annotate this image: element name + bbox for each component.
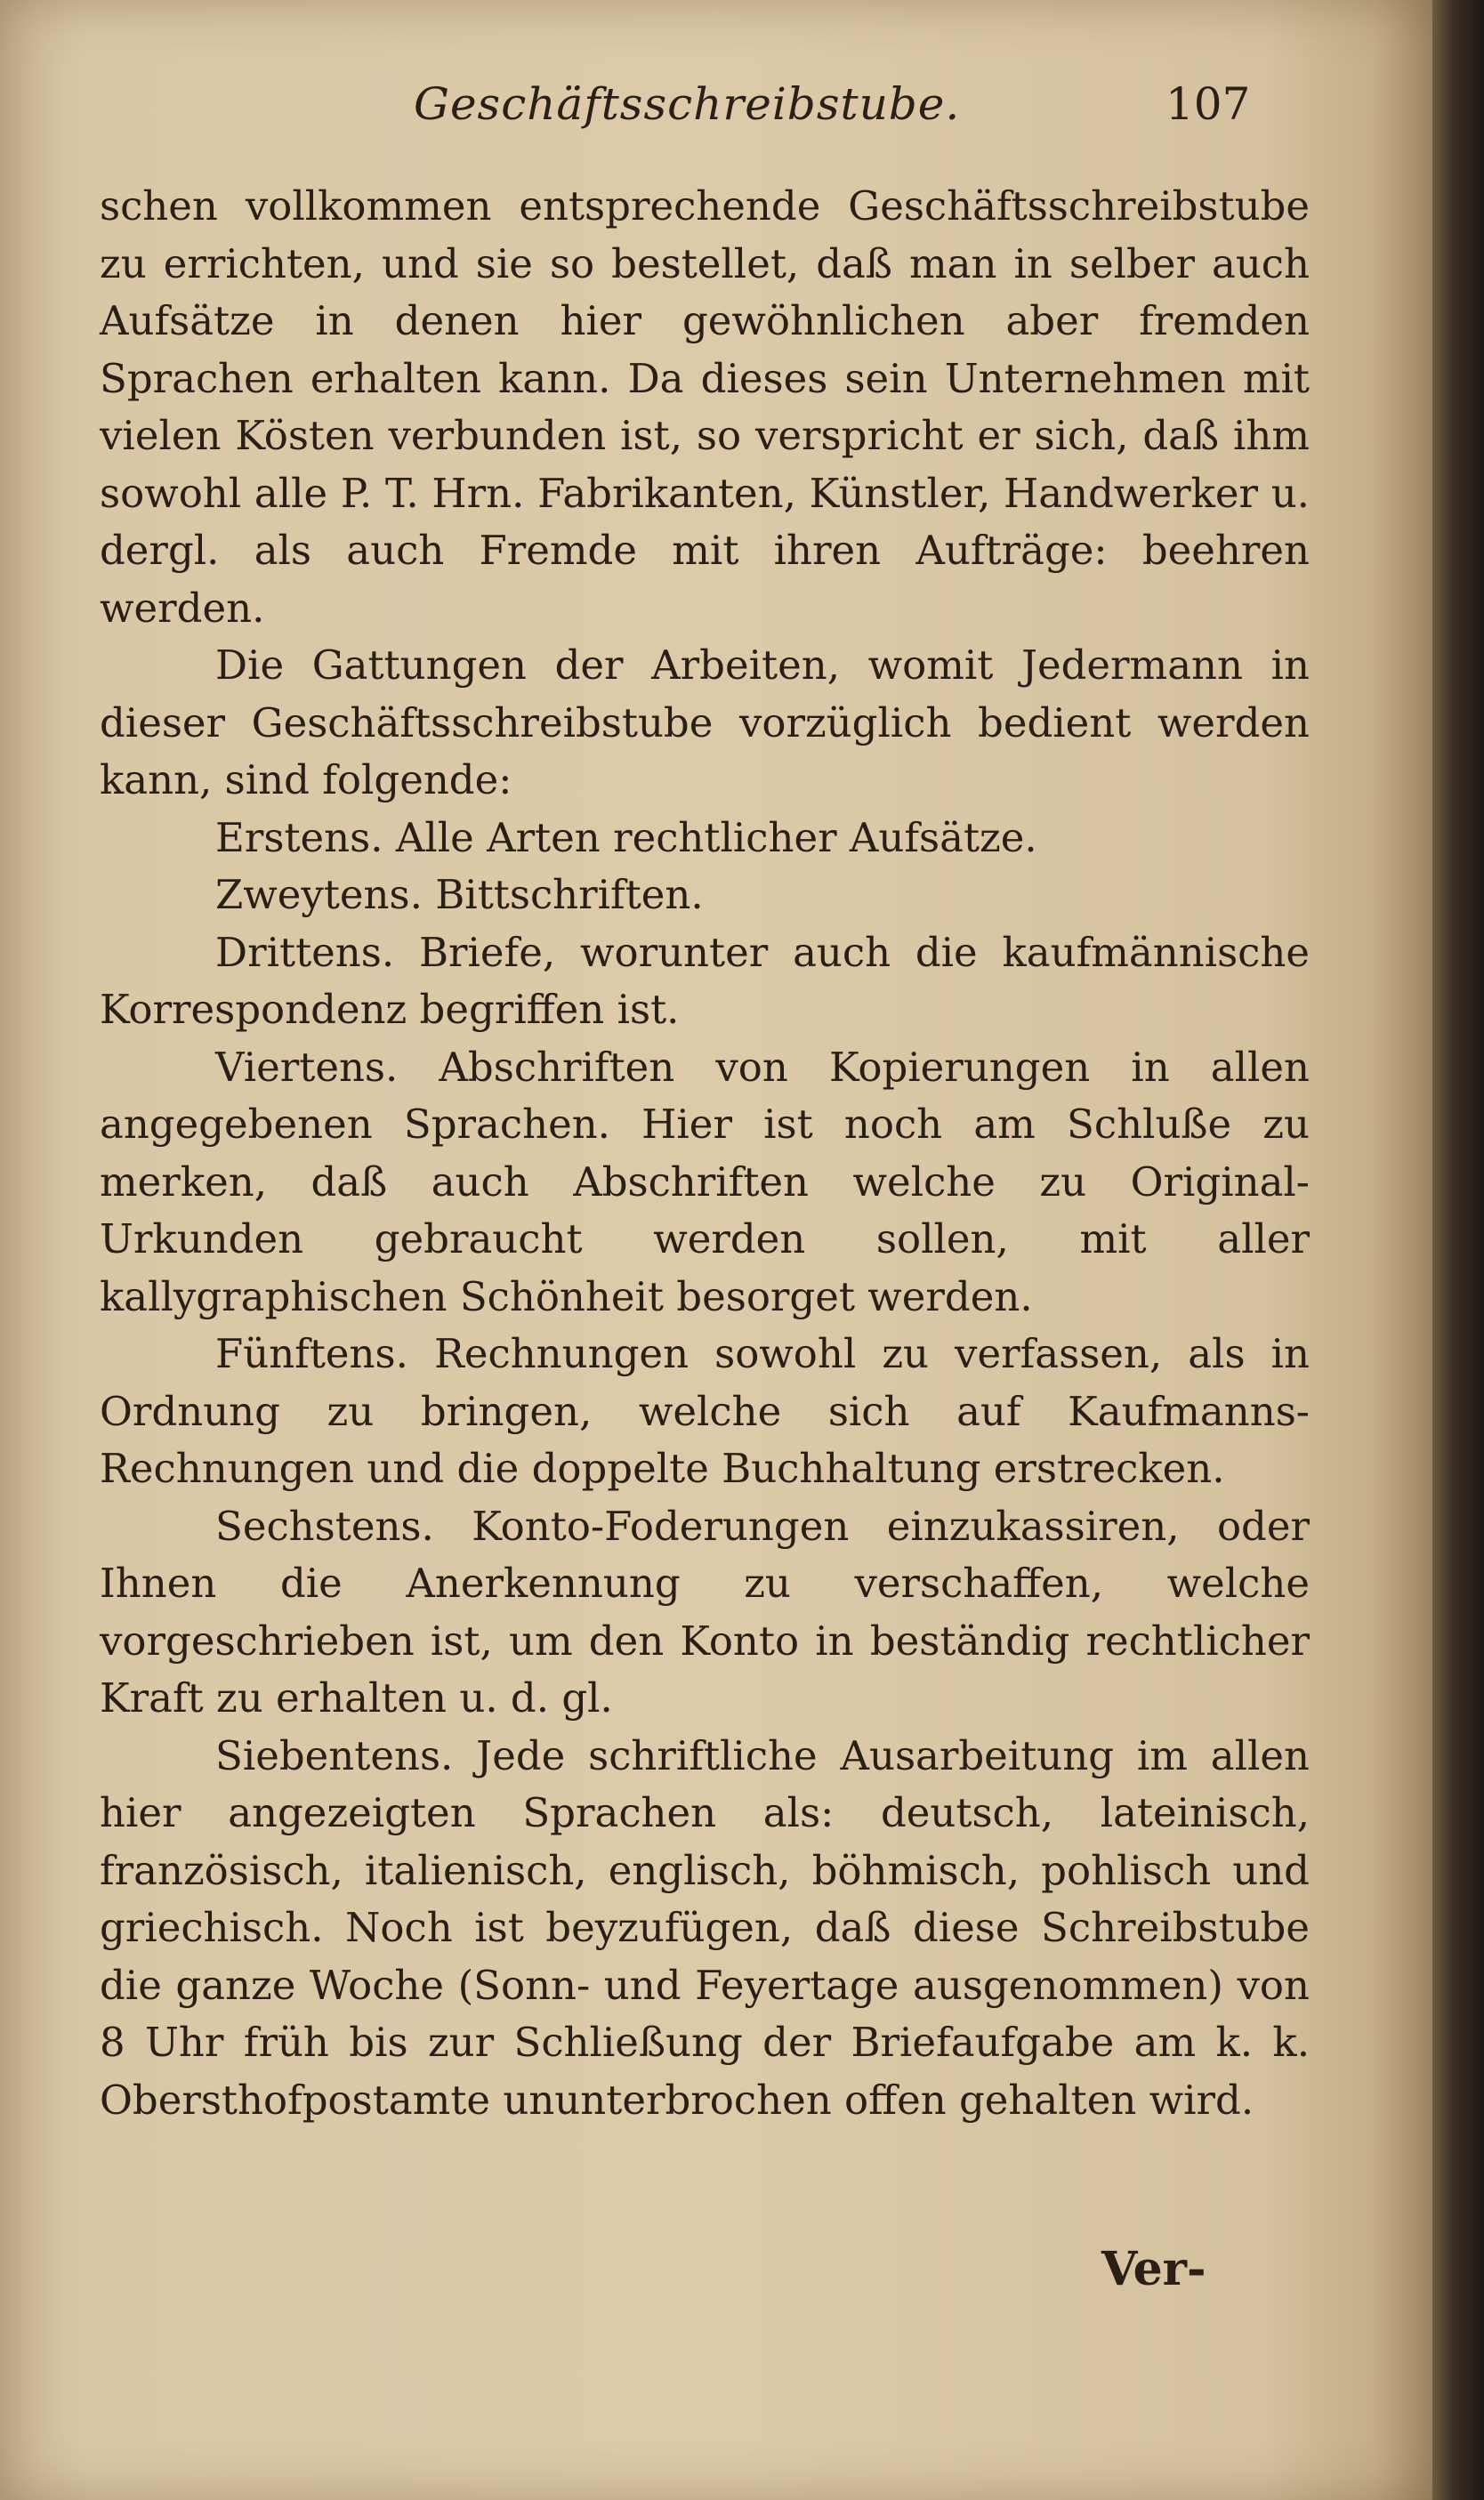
list-item-second: Zweytens. Bittschriften. bbox=[215, 871, 704, 918]
list-item-fifth: Fünftens. Rechnungen sowohl zu verfassen, als in Ordnung zu bringen, welche sich auf Kaufmanns-Rechnungen und die doppelte Buchhaltung erstrecken. bbox=[100, 1330, 1310, 1492]
list-item-fourth: Viertens. Abschriften von Kopierungen in allen angegebenen Sprachen. Hier ist noch am Schluße zu merken, daß auch Abschriften welche zu Original-Urkunden gebraucht werden sollen, mit aller kallygraphischen Schönheit besorget werden. bbox=[100, 1043, 1310, 1320]
list-item-third: Drittens. Briefe, worunter auch die kaufmännische Korrespondenz begriffen ist. bbox=[100, 928, 1310, 1033]
list-item-sixth: Sechstens. Konto-Foderungen einzukassiren, oder Ihnen die Anerkennung zu verschaffen, welche vorgeschrieben ist, um den Konto in beständig rechtlicher Kraft zu erhalten u. d. gl. bbox=[100, 1502, 1310, 1722]
body-text bbox=[100, 178, 1310, 2129]
list-item-seventh: Siebentens. Jede schriftliche Ausarbeitung im allen hier angezeigten Sprachen als: deutsch, lateinisch, französisch, italienisch, englisch, böhmisch, pohlisch und griechisch. Noch ist beyzufügen, daß diese Schreibstube die ganze Woche (Sonn- und Feyertage ausgenommen) von 8 Uhr früh bis zur Schließung der Briefaufgabe am k. k. Obersthofpostamte ununterbrochen offen gehalten wird. bbox=[100, 1731, 1310, 2124]
paragraph-intro: schen vollkommen entsprechende Geschäftsschreibstube zu errichten, und sie so bestellet, daß man in selber auch Aufsätze in denen hier gewöhnlichen aber fremden Sprachen erhalten kann. Da dieses sein Unternehmen mit vielen Kösten verbunden ist, so verspricht er sich, daß ihm sowohl alle P. T. Hrn. Fabrikanten, Künstler, Handwerker u. dergl. als auch Fremde mit ihren Aufträge: beehren werden. bbox=[100, 182, 1310, 632]
paragraph-kinds-of-work: Die Gattungen der Arbeiten, womit Jedermann in dieser Geschäftsschreibstube vorzüglich bedient werden kann, sind folgende: bbox=[100, 641, 1310, 803]
book-spine-edge bbox=[1432, 0, 1484, 2500]
catchword: Ver- bbox=[1101, 2242, 1206, 2296]
running-head bbox=[0, 78, 1432, 141]
page-number: 107 bbox=[1165, 78, 1251, 130]
list-item-first: Erstens. Alle Arten rechtlicher Aufsätze. bbox=[215, 813, 1037, 861]
running-title: Geschäftsschreibstube. bbox=[414, 78, 961, 130]
